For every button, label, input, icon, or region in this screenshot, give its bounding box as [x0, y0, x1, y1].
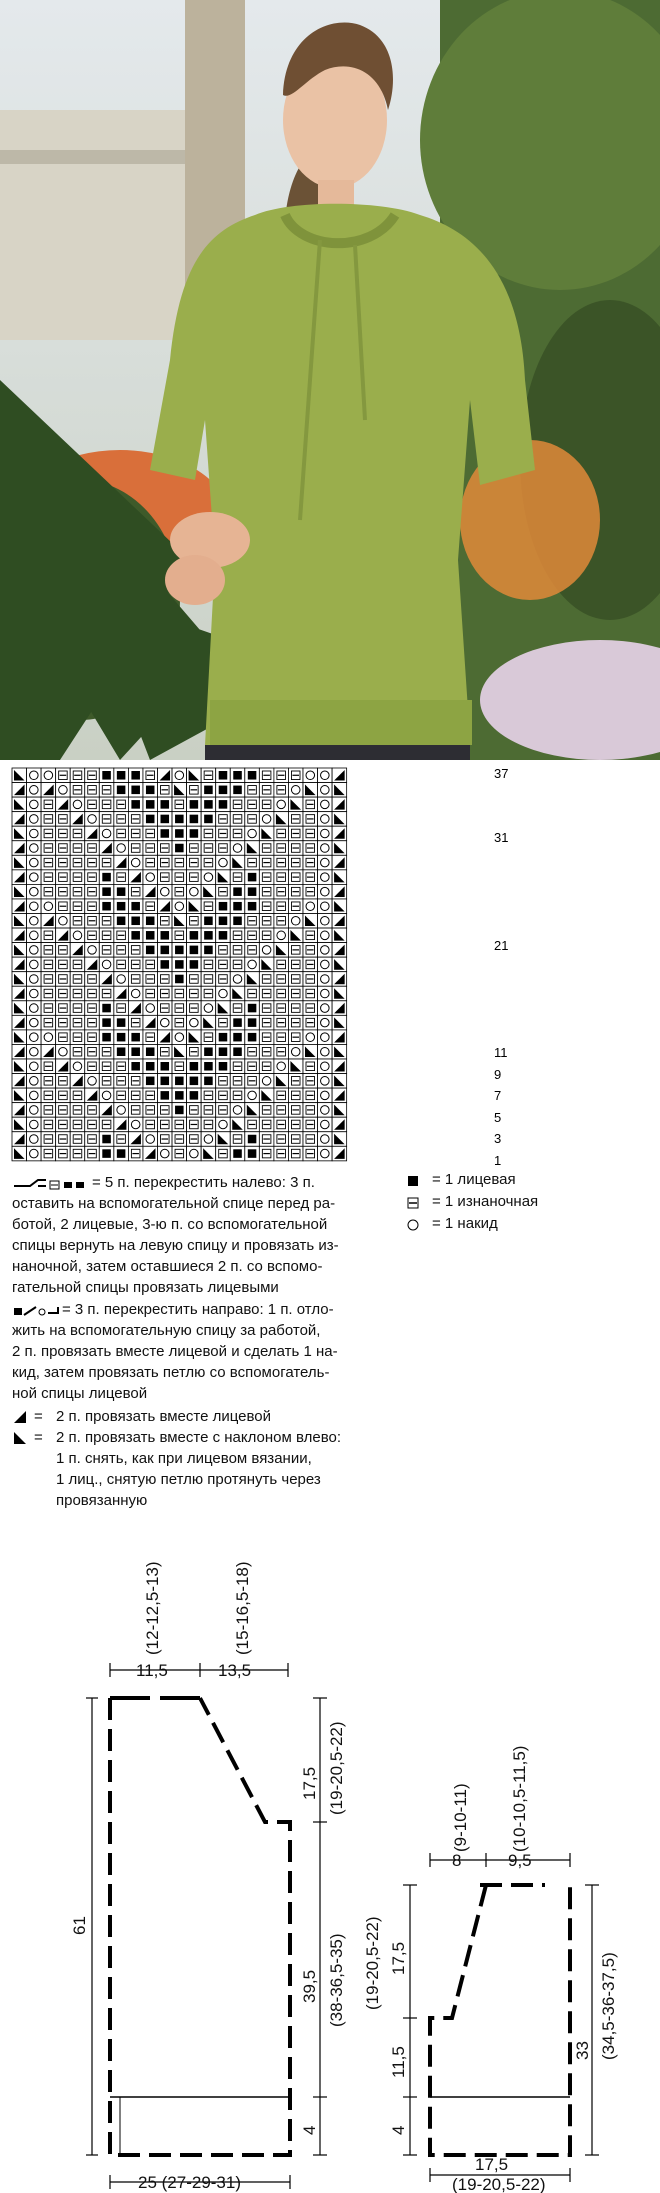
sleeve-outline: [430, 1885, 570, 2155]
dim-body-side-a: 39,5: [300, 1969, 319, 2003]
legend-cross-right-line: = 3 п. перекрестить направо: 1 п. отло-: [62, 1301, 334, 1318]
row-number: 31: [494, 830, 509, 845]
legend-cross-left-line: наночной, затем оставшиеся 2 п. со вспомо-: [12, 1258, 323, 1275]
legend-cross-left-line: ботой, 2 лицевые, 3-ю п. со вспомогательной: [12, 1216, 328, 1233]
legend-cross-left-line: спицы вернуть на левую спицу и провязать из-: [12, 1237, 339, 1254]
dim-sleeve-top-a: (9-10-11): [451, 1783, 470, 1852]
dim-sleeve-cap-a: (19-20,5-22): [363, 1916, 382, 2010]
dim-body-neck: (12-12,5-13): [143, 1561, 162, 1655]
dim-sleeve-width-b: (19-20,5-22): [452, 2175, 546, 2193]
legend-cross-left-line: оставить на вспомогательной спице перед ра-: [12, 1195, 336, 1212]
dim-sleeve-total-a: 33: [573, 2041, 592, 2060]
legend-eq: =: [34, 1429, 43, 1446]
row-number: 7: [494, 1088, 502, 1103]
dim-body-total-height: 61: [70, 1916, 89, 1935]
dim-body-side-b: (38-36,5-35): [327, 1933, 346, 2027]
legend-cross-right-line: 2 п. провязать вместе лицевой и сделать 1 на-: [12, 1343, 338, 1360]
dim-sleeve-lower: 11,5: [389, 2046, 408, 2078]
row-number: 37: [494, 766, 509, 781]
dim-sleeve-width-a: 17,5: [475, 2155, 509, 2174]
dim-body-top-left: 11,5: [136, 1661, 168, 1680]
dim-body-width: 25 (27-29-31): [138, 2173, 242, 2192]
legend-cross-right-line: кид, затем провязать петлю со вспомогатель-: [12, 1364, 330, 1381]
legend-knit: = 1 лицевая: [432, 1171, 516, 1188]
dim-body-rib: 4: [300, 2125, 319, 2135]
row-number: 3: [494, 1131, 502, 1146]
dim-body-shoulder: (15-16,5-18): [233, 1561, 252, 1655]
legend-eq: =: [34, 1408, 43, 1425]
dim-sleeve-total-b: (34,5-36-37,5): [599, 1952, 618, 2060]
row-number: 21: [494, 938, 509, 953]
dim-sleeve-cap-b: 17,5: [389, 1941, 408, 1975]
body-outline: [110, 1698, 290, 2155]
row-number: 5: [494, 1110, 502, 1125]
row-number: 9: [494, 1067, 502, 1082]
row-number: 11: [494, 1045, 508, 1060]
legend-cross-left-line: гательной спицы провязать лицевыми: [12, 1279, 279, 1296]
legend-purl: = 1 изнаночная: [432, 1193, 539, 1210]
legend-k2tog: 2 п. провязать вместе лицевой: [56, 1408, 272, 1425]
row-number: 1: [494, 1153, 502, 1168]
dim-body-top-right: 13,5: [218, 1661, 252, 1680]
dim-sleeve-top-left: 8: [452, 1851, 462, 1870]
legend-ssk-line: 1 лиц., снятую петлю протянуть через: [56, 1471, 321, 1488]
legend-cross-right-line: ной спицы лицевой: [12, 1385, 148, 1402]
legend-ssk-line: 1 п. снять, как при лицевом вязании,: [56, 1450, 312, 1467]
legend-cross-right-line: жить на вспомогательную спицу за работой,: [12, 1322, 321, 1339]
dim-body-armhole-a: 17,5: [300, 1766, 319, 1800]
legend-cross-left-line: = 5 п. перекрестить налево: 3 п.: [92, 1174, 315, 1191]
dim-sleeve-rib: 4: [389, 2125, 408, 2135]
dim-sleeve-top-right: 9,5: [508, 1851, 532, 1870]
legend-ssk-line: 2 п. провязать вместе с наклоном влево:: [56, 1429, 342, 1446]
dim-body-armhole-b: (19-20,5-22): [327, 1721, 346, 1815]
legend-ssk-line: провязанную: [56, 1492, 148, 1509]
dim-sleeve-top-b: (10-10,5-11,5): [510, 1745, 529, 1852]
legend-yarn-over: = 1 накид: [432, 1215, 498, 1232]
